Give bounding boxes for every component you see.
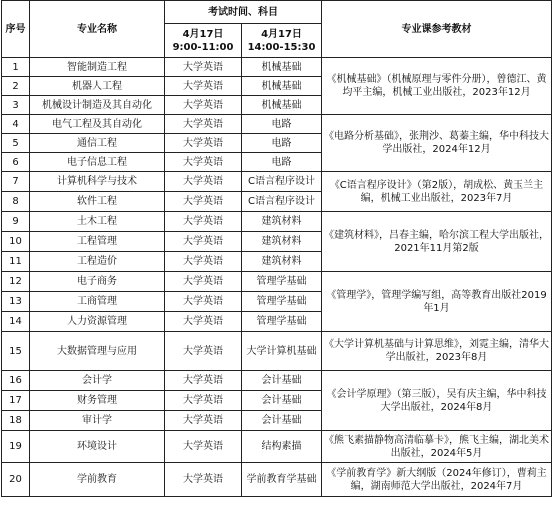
row-morning-subject: 大学英语 [165, 172, 242, 192]
row-afternoon-subject: 会计基础 [242, 371, 322, 391]
row-serial: 18 [2, 411, 30, 431]
row-major: 工商管理 [30, 292, 165, 312]
row-morning-subject: 大学英语 [165, 371, 242, 391]
row-morning-subject: 大学英语 [165, 96, 242, 115]
row-major: 学前教育 [30, 463, 165, 497]
row-serial: 6 [2, 153, 30, 172]
row-major: 会计学 [30, 371, 165, 391]
table-body [2, 1, 552, 497]
table-row [2, 431, 552, 463]
row-morning-subject: 大学英语 [165, 431, 242, 463]
row-serial: 16 [2, 371, 30, 391]
row-textbook: 《建筑材料》，吕春主编，哈尔滨工程大学出版社，2021年11月第2版 [322, 212, 552, 272]
row-afternoon-subject: 管理学基础 [242, 292, 322, 312]
row-morning-subject: 大学英语 [165, 312, 242, 332]
row-afternoon-subject: 机械基础 [242, 58, 322, 77]
row-afternoon-subject: 建筑材料 [242, 232, 322, 252]
header-textbook: 专业课参考教材 [322, 1, 552, 58]
row-major: 工程管理 [30, 232, 165, 252]
row-afternoon-subject: 建筑材料 [242, 252, 322, 272]
row-morning-subject: 大学英语 [165, 391, 242, 411]
row-morning-subject: 大学英语 [165, 58, 242, 77]
row-major: 电子商务 [30, 272, 165, 292]
row-morning-subject: 大学英语 [165, 252, 242, 272]
row-afternoon-subject: C语言程序设计 [242, 172, 322, 192]
row-morning-subject: 大学英语 [165, 272, 242, 292]
row-serial: 20 [2, 463, 30, 497]
row-morning-subject: 大学英语 [165, 77, 242, 96]
row-major: 电子信息工程 [30, 153, 165, 172]
row-morning-subject: 大学英语 [165, 134, 242, 153]
row-serial: 8 [2, 192, 30, 212]
row-serial: 5 [2, 134, 30, 153]
header-slot-morning [165, 24, 242, 58]
row-afternoon-subject: C语言程序设计 [242, 192, 322, 212]
row-major: 大数据管理与应用 [30, 332, 165, 371]
row-serial: 13 [2, 292, 30, 312]
row-morning-subject: 大学英语 [165, 153, 242, 172]
header-exam-time-subject: 考试时间、科目 [165, 1, 322, 24]
header-slot-afternoon [242, 24, 322, 58]
row-afternoon-subject: 管理学基础 [242, 312, 322, 332]
row-serial: 15 [2, 332, 30, 371]
row-serial: 4 [2, 115, 30, 134]
row-textbook: 《C语言程序设计》（第2版），胡成松、黄玉兰主编，机械工业出版社，2023年7月 [322, 172, 552, 212]
header-serial: 序号 [2, 1, 30, 58]
row-afternoon-subject: 大学计算机基础 [242, 332, 322, 371]
row-major: 计算机科学与技术 [30, 172, 165, 192]
slot-afternoon-time: 14:00-15:30 [247, 41, 316, 53]
row-major: 财务管理 [30, 391, 165, 411]
row-afternoon-subject: 电路 [242, 153, 322, 172]
row-textbook: 《电路分析基础》，张荆沙、葛蓁主编，华中科技大学出版社，2024年12月 [322, 115, 552, 172]
row-textbook: 《学前教育学》新大纲版（2024年修订），曹莉主编，湖南师范大学出版社，2024年7月 [322, 463, 552, 497]
row-serial: 3 [2, 96, 30, 115]
row-morning-subject: 大学英语 [165, 292, 242, 312]
row-serial: 11 [2, 252, 30, 272]
row-textbook: 《大学计算机基础与计算思维》，刘霓主编，清华大学出版社，2023年8月 [322, 332, 552, 371]
table-row [2, 58, 552, 77]
row-serial: 17 [2, 391, 30, 411]
row-major: 土木工程 [30, 212, 165, 232]
row-serial: 1 [2, 58, 30, 77]
row-morning-subject: 大学英语 [165, 332, 242, 371]
row-major: 审计学 [30, 411, 165, 431]
row-textbook: 《机械基础》（机械原理与零件分册），曾德江、黄均平主编，机械工业出版社，2023年12月 [322, 58, 552, 115]
row-major: 环境设计 [30, 431, 165, 463]
row-afternoon-subject: 电路 [242, 134, 322, 153]
table-row [2, 463, 552, 497]
row-major: 智能制造工程 [30, 58, 165, 77]
exam-schedule-table [1, 0, 552, 497]
header-row-1 [2, 1, 552, 24]
header-major: 专业名称 [30, 1, 165, 58]
row-afternoon-subject: 电路 [242, 115, 322, 134]
row-serial: 19 [2, 431, 30, 463]
row-afternoon-subject: 管理学基础 [242, 272, 322, 292]
row-serial: 14 [2, 312, 30, 332]
row-major: 电气工程及其自动化 [30, 115, 165, 134]
row-morning-subject: 大学英语 [165, 463, 242, 497]
row-major: 工程造价 [30, 252, 165, 272]
table-row [2, 371, 552, 391]
row-afternoon-subject: 机械基础 [242, 77, 322, 96]
slot-afternoon-date: 4月17日 [261, 28, 302, 40]
row-major: 机器人工程 [30, 77, 165, 96]
row-major: 人力资源管理 [30, 312, 165, 332]
row-morning-subject: 大学英语 [165, 192, 242, 212]
row-textbook: 《管理学》，管理学编写组，高等教育出版社2019年1月 [322, 272, 552, 332]
row-serial: 12 [2, 272, 30, 292]
row-morning-subject: 大学英语 [165, 411, 242, 431]
row-serial: 7 [2, 172, 30, 192]
slot-morning-time: 9:00-11:00 [172, 41, 234, 53]
row-morning-subject: 大学英语 [165, 212, 242, 232]
row-morning-subject: 大学英语 [165, 115, 242, 134]
slot-morning-date: 4月17日 [182, 28, 224, 40]
row-major: 软件工程 [30, 192, 165, 212]
row-serial: 9 [2, 212, 30, 232]
table-row [2, 272, 552, 292]
row-serial: 2 [2, 77, 30, 96]
row-afternoon-subject: 会计基础 [242, 391, 322, 411]
row-serial: 10 [2, 232, 30, 252]
row-afternoon-subject: 会计基础 [242, 411, 322, 431]
row-major: 机械设计制造及其自动化 [30, 96, 165, 115]
row-major: 通信工程 [30, 134, 165, 153]
table-row [2, 172, 552, 192]
row-afternoon-subject: 建筑材料 [242, 212, 322, 232]
table-row [2, 115, 552, 134]
row-textbook: 《会计学原理》（第三版），吴有庆主编，华中科技大学出版社，2024年8月 [322, 371, 552, 431]
row-morning-subject: 大学英语 [165, 232, 242, 252]
table-row [2, 212, 552, 232]
row-afternoon-subject: 学前教育学基础 [242, 463, 322, 497]
table-row [2, 332, 552, 371]
row-afternoon-subject: 结构素描 [242, 431, 322, 463]
row-textbook: 《熊飞素描静物高清临摹卡》，熊飞主编，湖北美术出版社，2024年5月 [322, 431, 552, 463]
row-afternoon-subject: 机械基础 [242, 96, 322, 115]
